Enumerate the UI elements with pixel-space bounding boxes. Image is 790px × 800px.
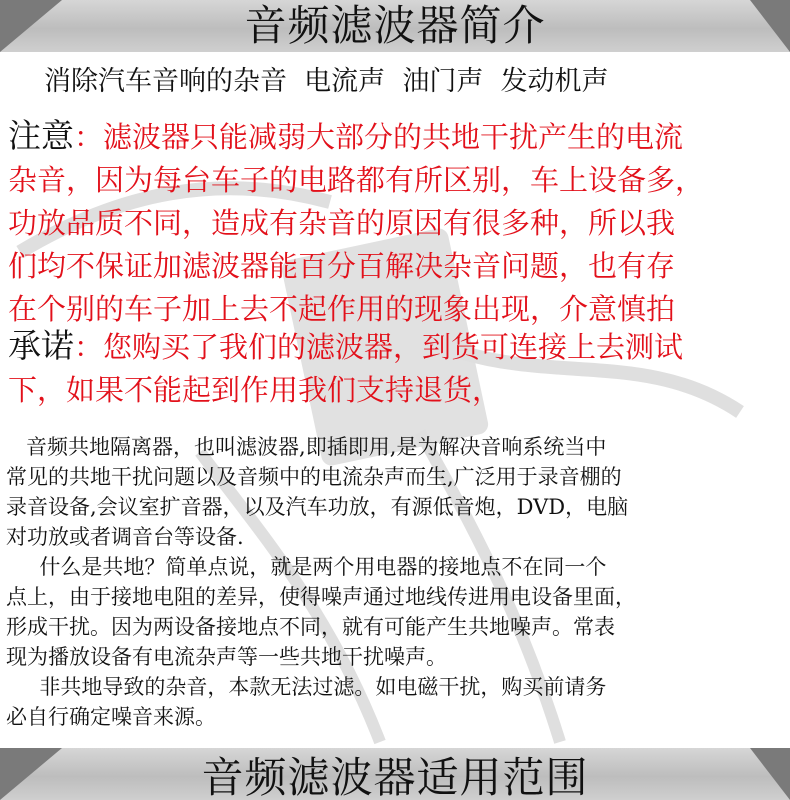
- promise-block: [8, 324, 783, 412]
- header-banner: [0, 0, 790, 52]
- description-line: 形成干扰。因为两设备接地点不同，就有可能产生共地噪声。常表: [6, 615, 615, 639]
- notice-line: 杂音，因为每台车子的电路都有所区别，车上设备多，: [8, 163, 705, 197]
- notice-lead: 注意: [8, 116, 74, 155]
- description-line: 必自行确定噪音来源。: [6, 705, 216, 729]
- description-line: 录音设备,会议室扩音器，以及汽车功放，有源低音炮，DVD，电脑: [6, 495, 629, 519]
- promise-text: ：您购买了我们的滤波器，到货可连接上去测试: [74, 330, 684, 364]
- notice-block: [8, 114, 783, 331]
- page-title: 音频滤波器简介: [244, 1, 546, 50]
- notice-line: 在个别的车子加上去不起作用的现象出现，介意慎拍: [8, 292, 676, 326]
- description-line: 什么是共地？简单点说，就是两个用电器的接地点不在同一个: [6, 555, 607, 579]
- notice-line: 们均不保证加滤波器能百分百解决杂音问题，也有存: [8, 249, 676, 283]
- description-line: 对功放或者调音台等设备.: [6, 525, 244, 549]
- notice-text: ：滤波器只能减弱大部分的共地干扰产生的电流: [74, 120, 684, 154]
- promise-line: 下，如果不能起到作用我们支持退货，: [8, 373, 502, 407]
- description-line: 非共地导致的杂音，本款无法过滤。如电磁干扰，购买前请务: [6, 675, 607, 699]
- promise-lead: 承诺: [8, 326, 74, 365]
- description-line: 常见的共地干扰问题以及音频中的电流杂声而生,广泛用于录音棚的: [6, 465, 622, 489]
- description-line: 音频共地隔离器，也叫滤波器,即插即用,是为解决音响系统当中: [6, 435, 607, 459]
- description-line: 点上，由于接地电阻的差异，使得噪声通过地线传进用电设备里面，: [6, 585, 636, 609]
- section-title: 音频滤波器适用范围: [201, 753, 589, 800]
- footer-banner: [0, 748, 790, 800]
- description-block: [6, 432, 786, 732]
- notice-line: 功放品质不同，造成有杂音的原因有很多种，所以我: [8, 206, 676, 240]
- notice-line: [8, 114, 783, 159]
- promise-line: [8, 324, 783, 369]
- description-line: 现为播放设备有电流杂声等一些共地干扰噪声。: [6, 645, 447, 669]
- subtitle: 消除汽车音响的杂音 电流声 油门声 发动机声: [44, 66, 609, 97]
